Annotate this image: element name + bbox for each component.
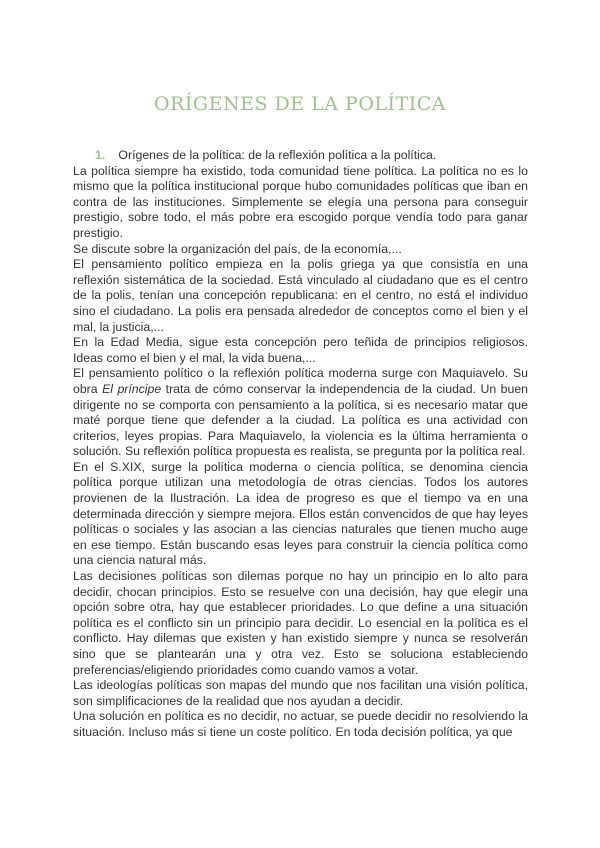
section-number: 1. [95, 148, 106, 162]
document-title: ORÍGENES DE LA POLÍTICA [154, 92, 446, 115]
paragraph: La política siempre ha existido, toda comunidad tiene política. La política no es lo mismo que la política institucional porque hubo comunidades políticas que iban en contra de las instituciones. Simplemente se elegía una persona para conseguir prestigio, sobre todo, el más pobre era escogido porque vendía todo para ganar prestigio. [73, 163, 528, 240]
paragraph: En el S.XIX, surge la política moderna o ciencia política, se denomina ciencia política porque utilizan una metodología de otras ciencias. Todos los autores provienen de la Ilustración. La idea de progreso es que el tiempo va en una determinada dirección y siempre mejora. Ellos están convencidos de que hay leyes políticas o sociales y las asocian a las ciencias naturales que tienen mucho auge en ese tiempo. Están buscando esas leyes para construir la ciencia política como una ciencia natural más. [73, 459, 528, 568]
section-heading [95, 148, 528, 164]
paragraph-text: El pensamiento político o la reflexión política moderna surge con Maquiavelo. Su obra [73, 366, 528, 396]
book-title: El príncipe [102, 381, 162, 396]
paragraph: Las decisiones políticas son dilemas porque no hay un principio en lo alto para decidir, chocan principios. Esto se resuelve con una decisión, hay que elegir una opción sobre otra, hay que establecer prioridades. Lo que define a una situación política es el conflicto sin un principio para decidir. Lo esencial en la política es el conflicto. Hay dilemas que existen y han existido siempre y nunca se resolverán sino que se plantearán una y otra vez. Esto se soluciona estableciendo preferencias/eligiendo prioridades como cuando vamos a votar. [73, 569, 528, 677]
paragraph-text: trata de cómo conservar la independencia de la ciudad. Un buen dirigente no se comporta con pensamiento a la política, si es necesario matar que maté porque tiene que defender a la ciudad. La política es una actividad con criterios, leyes propias. Para Maquiavelo, la violencia es la última herramienta o solución. Su reflexión política propuesta es realista, se pregunta por la política real. [73, 381, 528, 459]
paragraph: Una solución en política es no decidir, no actuar, se puede decidir no resolviendo la situación. Incluso más si tiene un coste político. En toda decisión política, ya que [73, 709, 528, 739]
paragraph-maquiavelo [73, 366, 528, 460]
document-body [73, 148, 528, 741]
paragraph: En la Edad Media, sigue esta concepción pero teñida de principios religiosos. Ideas como el bien y el mal, la vida buena,... [73, 335, 528, 365]
paragraph: El pensamiento político empieza en la polis griega ya que consistía en una reflexión sistemática de la sociedad. Está vinculado al ciudadano que es el centro de la polis, tenían una concepción republicana: en el centro, no está el individuo sino el ciudadano. La polis era pensada alrededor de conceptos como el bien y el mal, la justicia,... [73, 257, 528, 334]
paragraph: Las ideologías políticas son mapas del mundo que nos facilitan una visión política, son simplificaciones de la realidad que nos ayudan a decidir. [73, 678, 528, 708]
paragraph: Se discute sobre la organización del país, de la economía,... [73, 241, 402, 256]
section-heading-text: Orígenes de la política: de la reflexión política a la política. [118, 148, 437, 162]
